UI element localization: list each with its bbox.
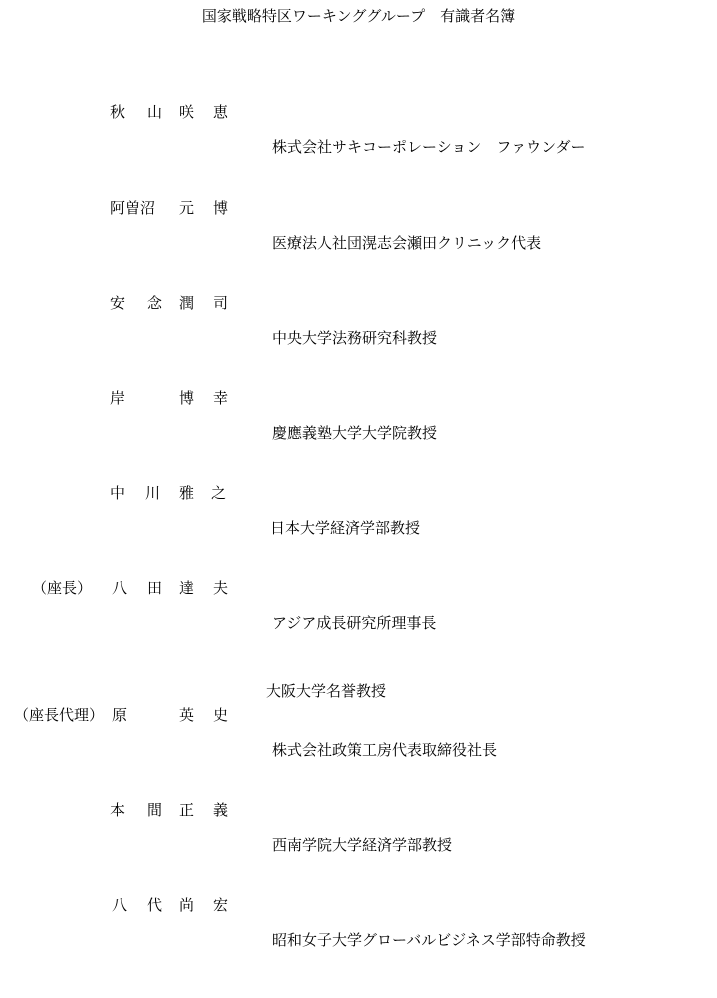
name-char: 中 (110, 484, 126, 502)
member-name (110, 101, 240, 121)
affiliation-line: 西南学院大学経済学部教授 (272, 836, 453, 854)
affiliation-line: 日本大学経済学部教授 (270, 519, 421, 537)
name-char: 雅 (179, 484, 195, 502)
member-affiliation (272, 704, 497, 808)
name-char: 阿曽沼 (110, 199, 156, 217)
member-role: （座長代理） (14, 706, 105, 724)
name-char: 潤 (179, 294, 195, 312)
name-char: 咲 (179, 103, 195, 121)
member-name (110, 482, 240, 502)
affiliation-line: 昭和女子大学グローバルビジネス学部特命教授 (272, 931, 586, 949)
name-char: 尚 (179, 896, 195, 914)
name-char: 八 (112, 579, 128, 597)
member-affiliation (272, 101, 586, 205)
affiliation-line: 株式会社サキコーポレーション ファウンダー (272, 138, 586, 156)
name-char: 田 (147, 579, 163, 597)
name-char: 元 (179, 199, 195, 217)
member-row (0, 894, 717, 954)
member-row (0, 799, 717, 859)
name-char: 代 (147, 896, 163, 914)
name-char: 原 (112, 706, 128, 724)
name-char: 秋 (110, 103, 126, 121)
member-name (110, 799, 240, 819)
affiliation-line: 株式会社政策工房代表取締役社長 (272, 741, 498, 759)
name-char: 史 (213, 706, 229, 724)
member-name (110, 704, 240, 724)
page-title: 国家戦略特区ワーキンググループ 有識者名簿 (201, 7, 516, 25)
member-row (0, 101, 717, 161)
name-char: 之 (211, 484, 227, 502)
member-row (0, 197, 717, 257)
member-row (0, 704, 717, 764)
member-row (0, 387, 717, 447)
member-row (0, 577, 717, 700)
name-char: 岸 (110, 389, 126, 407)
name-char: 夫 (213, 579, 229, 597)
name-char: 幸 (213, 389, 229, 407)
member-row (0, 292, 717, 352)
member-row (0, 482, 717, 542)
member-name (110, 577, 240, 597)
affiliation-line: 医療法人社団滉志会瀬田クリニック代表 (272, 234, 542, 252)
member-affiliation (272, 799, 452, 903)
name-char: 正 (179, 801, 195, 819)
member-affiliation (270, 482, 420, 586)
member-role: （座長） (32, 579, 93, 597)
affiliation-line: 大阪大学名誉教授 (266, 682, 387, 700)
name-char: 博 (179, 389, 195, 407)
name-char: 本 (110, 801, 126, 819)
member-affiliation (272, 292, 437, 396)
name-char: 達 (179, 579, 195, 597)
member-name (110, 197, 240, 217)
name-char: 安 (110, 294, 126, 312)
member-name (110, 387, 240, 407)
member-affiliation (272, 894, 586, 998)
name-char: 八 (112, 896, 128, 914)
name-char: 英 (179, 706, 195, 724)
name-char: 山 (147, 103, 163, 121)
name-char: 司 (213, 294, 229, 312)
affiliation-line: 中央大学法務研究科教授 (272, 329, 438, 347)
affiliation-line: 慶應義塾大学大学院教授 (272, 424, 438, 442)
name-char: 間 (147, 801, 163, 819)
member-affiliation (272, 197, 541, 301)
name-char: 博 (213, 199, 229, 217)
name-char: 恵 (213, 103, 229, 121)
name-char: 義 (213, 801, 229, 819)
name-char: 宏 (213, 896, 229, 914)
affiliation-line: アジア成長研究所理事長 (272, 614, 437, 632)
member-name (110, 894, 240, 914)
member-name (110, 292, 240, 312)
name-char: 念 (147, 294, 163, 312)
member-affiliation (272, 387, 437, 491)
name-char: 川 (145, 484, 161, 502)
